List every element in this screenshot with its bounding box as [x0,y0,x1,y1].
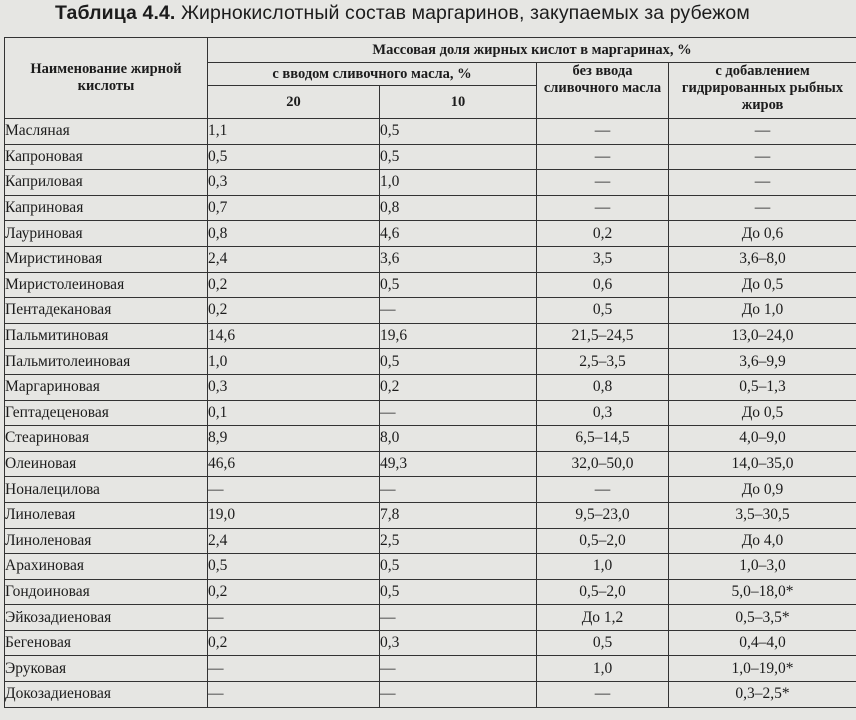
value-10-cell: 3,6 [380,246,537,272]
table-row [5,656,856,682]
value-fish-oil-cell: 13,0–24,0 [669,323,856,349]
value-fish-oil-cell: 1,0–3,0 [669,554,856,580]
value-10-cell: — [380,682,537,708]
value-20-cell: 0,5 [208,144,380,170]
acid-name-cell: Каприловая [5,170,208,196]
value-fish-oil-cell: 1,0–19,0* [669,656,856,682]
table-row [5,323,856,349]
table-row [5,477,856,503]
value-fish-oil-cell: 0,3–2,5* [669,682,856,708]
value-10-cell: — [380,400,537,426]
value-20-cell: 1,0 [208,349,380,375]
value-10-cell: 19,6 [380,323,537,349]
value-20-cell: 14,6 [208,323,380,349]
value-fish-oil-cell: — [669,144,856,170]
acid-name-cell: Докозадиеновая [5,682,208,708]
value-fish-oil-cell: До 4,0 [669,528,856,554]
table-caption [55,2,856,25]
table-row [5,502,856,528]
value-10-cell: 4,6 [380,221,537,247]
value-20-cell: 0,8 [208,221,380,247]
acid-name-cell: Пальмитиновая [5,323,208,349]
value-fish-oil-cell: До 0,6 [669,221,856,247]
value-20-cell: 0,1 [208,400,380,426]
value-10-cell: 8,0 [380,426,537,452]
value-10-cell: 0,8 [380,195,537,221]
acid-name-cell: Олеиновая [5,451,208,477]
value-20-cell: 2,4 [208,528,380,554]
value-no-butter-cell: 0,2 [537,221,669,247]
value-no-butter-cell: 0,5–2,0 [537,579,669,605]
value-no-butter-cell: 0,5 [537,298,669,324]
value-fish-oil-cell: 5,0–18,0* [669,579,856,605]
value-fish-oil-cell: — [669,119,856,145]
acid-name-cell: Стеариновая [5,426,208,452]
value-no-butter-cell: — [537,682,669,708]
value-fish-oil-cell: 3,6–8,0 [669,246,856,272]
value-fish-oil-cell: До 0,5 [669,272,856,298]
header-mass-share: Массовая доля жирных кислот в маргаринах, % [208,38,856,63]
value-no-butter-cell: — [537,170,669,196]
header-col-20: 20 [208,86,380,119]
value-20-cell: 2,4 [208,246,380,272]
table-row [5,400,856,426]
value-fish-oil-cell: До 1,0 [669,298,856,324]
value-no-butter-cell: 2,5–3,5 [537,349,669,375]
acid-name-cell: Гондоиновая [5,579,208,605]
table-title: Жирнокислотный состав маргаринов, закупаемых за рубежом [175,2,750,24]
value-no-butter-cell: 32,0–50,0 [537,451,669,477]
value-10-cell: — [380,656,537,682]
value-no-butter-cell: До 1,2 [537,605,669,631]
header-with-fish-oil: с добавлением гидрированных рыбных жиров [669,63,856,119]
table-row [5,374,856,400]
value-10-cell: 7,8 [380,502,537,528]
table-row [5,170,856,196]
value-fish-oil-cell: До 0,9 [669,477,856,503]
table-row [5,426,856,452]
value-fish-oil-cell: 0,4–4,0 [669,630,856,656]
value-no-butter-cell: 1,0 [537,656,669,682]
acid-name-cell: Линолевая [5,502,208,528]
value-20-cell: — [208,605,380,631]
value-fish-oil-cell: 0,5–3,5* [669,605,856,631]
table-row [5,605,856,631]
header-with-butter: с вводом сливочного масла, % [208,63,537,86]
acid-name-cell: Эйкозадиеновая [5,605,208,631]
value-no-butter-cell: 6,5–14,5 [537,426,669,452]
value-no-butter-cell: 1,0 [537,554,669,580]
value-no-butter-cell: — [537,195,669,221]
value-10-cell: 1,0 [380,170,537,196]
acid-name-cell: Линоленовая [5,528,208,554]
header-col-10: 10 [380,86,537,119]
acid-name-cell: Пентадекановая [5,298,208,324]
value-20-cell: 8,9 [208,426,380,452]
table-row [5,682,856,708]
value-20-cell: 0,2 [208,298,380,324]
table-row [5,195,856,221]
value-fish-oil-cell: До 0,5 [669,400,856,426]
value-fish-oil-cell: 3,6–9,9 [669,349,856,375]
value-10-cell: — [380,605,537,631]
value-no-butter-cell: 0,6 [537,272,669,298]
value-10-cell: — [380,477,537,503]
value-no-butter-cell: 0,8 [537,374,669,400]
table-row [5,298,856,324]
value-20-cell: 0,3 [208,170,380,196]
value-fish-oil-cell: 3,5–30,5 [669,502,856,528]
value-fish-oil-cell: — [669,170,856,196]
acid-name-cell: Гептадеценовая [5,400,208,426]
value-20-cell: 0,3 [208,374,380,400]
fatty-acid-table [4,37,856,708]
value-20-cell: 0,7 [208,195,380,221]
acid-name-cell: Арахиновая [5,554,208,580]
value-10-cell: — [380,298,537,324]
acid-name-cell: Пальмитолеиновая [5,349,208,375]
value-fish-oil-cell: 14,0–35,0 [669,451,856,477]
value-20-cell: — [208,656,380,682]
acid-name-cell: Миристолеиновая [5,272,208,298]
value-20-cell: 1,1 [208,119,380,145]
table-row [5,554,856,580]
value-10-cell: 2,5 [380,528,537,554]
value-20-cell: 46,6 [208,451,380,477]
value-10-cell: 0,5 [380,349,537,375]
table-row [5,272,856,298]
value-20-cell: — [208,477,380,503]
table-row [5,144,856,170]
acid-name-cell: Капроновая [5,144,208,170]
value-20-cell: 0,2 [208,579,380,605]
acid-name-cell: Ноналецилова [5,477,208,503]
acid-name-cell: Маргариновая [5,374,208,400]
acid-name-cell: Лауриновая [5,221,208,247]
acid-name-cell: Миристиновая [5,246,208,272]
value-10-cell: 0,5 [380,554,537,580]
value-20-cell: 0,5 [208,554,380,580]
acid-name-cell: Каприновая [5,195,208,221]
value-no-butter-cell: — [537,144,669,170]
table-row [5,119,856,145]
value-no-butter-cell: 0,5 [537,630,669,656]
value-20-cell: 0,2 [208,630,380,656]
table-number: Таблица 4.4. [55,2,176,24]
table-row [5,221,856,247]
value-10-cell: 0,5 [380,119,537,145]
table-header [5,38,856,119]
header-without-butter: без ввода сливочного масла [537,63,669,119]
table-row [5,528,856,554]
header-acid-name: Наименование жирной кислоты [5,38,208,119]
value-fish-oil-cell: 4,0–9,0 [669,426,856,452]
table-row [5,630,856,656]
table-row [5,246,856,272]
value-fish-oil-cell: — [669,195,856,221]
table-row [5,451,856,477]
value-10-cell: 0,2 [380,374,537,400]
value-fish-oil-cell: 0,5–1,3 [669,374,856,400]
value-no-butter-cell: 21,5–24,5 [537,323,669,349]
table-row [5,349,856,375]
value-10-cell: 0,5 [380,272,537,298]
acid-name-cell: Эруковая [5,656,208,682]
value-no-butter-cell: — [537,119,669,145]
value-no-butter-cell: 9,5–23,0 [537,502,669,528]
value-no-butter-cell: 0,3 [537,400,669,426]
acid-name-cell: Масляная [5,119,208,145]
value-20-cell: — [208,682,380,708]
table-row [5,579,856,605]
acid-name-cell: Бегеновая [5,630,208,656]
value-10-cell: 49,3 [380,451,537,477]
value-no-butter-cell: 0,5–2,0 [537,528,669,554]
table-body [5,119,856,708]
value-20-cell: 19,0 [208,502,380,528]
value-10-cell: 0,3 [380,630,537,656]
value-no-butter-cell: 3,5 [537,246,669,272]
value-no-butter-cell: — [537,477,669,503]
value-20-cell: 0,2 [208,272,380,298]
value-10-cell: 0,5 [380,144,537,170]
value-10-cell: 0,5 [380,579,537,605]
